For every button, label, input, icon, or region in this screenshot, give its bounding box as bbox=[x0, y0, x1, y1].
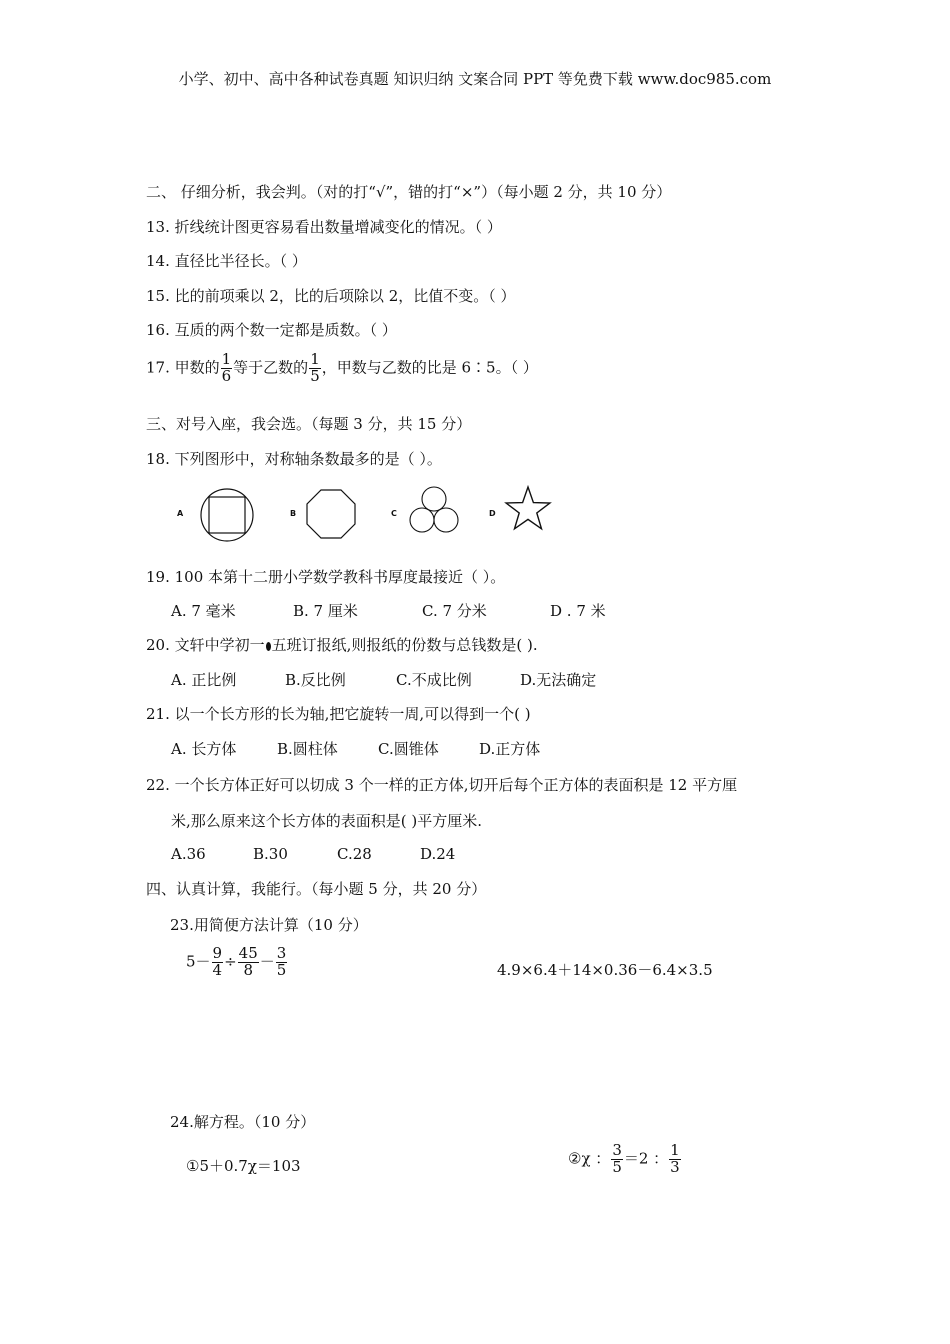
figure-label-d: D bbox=[489, 509, 496, 518]
fraction-one-sixth: $\frac{1}{6}$ bbox=[221, 350, 232, 385]
q19-option-d: D . 7 米 bbox=[550, 602, 606, 620]
question-13: 13. 折线统计图更容易看出数量增减变化的情况。（ ） bbox=[146, 218, 502, 236]
question-23-title: 23.用简便方法计算（10 分） bbox=[170, 916, 368, 934]
question-24-title: 24.解方程。（10 分） bbox=[170, 1113, 316, 1131]
q23-expression-2: 4.9×6.4＋14×0.36－6.4×3.5 bbox=[497, 961, 713, 979]
q23-expression-1: 5－ $\frac{9}{4}$ ÷ $\frac{45}{8}$ － $\frac{3}{5}$ bbox=[186, 944, 287, 979]
q19-option-a: A. 7 毫米 bbox=[171, 602, 236, 620]
q21-option-a: A. 长方体 bbox=[171, 740, 237, 758]
q22-option-a: A.36 bbox=[171, 845, 206, 863]
q22-option-c: C.28 bbox=[337, 845, 372, 863]
q17-prefix: 17. 甲数的 bbox=[146, 358, 220, 377]
ink-dot-mark bbox=[266, 642, 271, 651]
question-22-line-2: 米,那么原来这个长方体的表面积是( )平方厘米. bbox=[171, 812, 483, 830]
q20-option-c: C.不成比例 bbox=[396, 671, 472, 689]
section-2-title: 二、 仔细分析，我会判。（对的打“√”，错的打“×”）（每小题 2 分，共 10 分） bbox=[146, 183, 672, 201]
q21-option-b: B.圆柱体 bbox=[277, 740, 338, 758]
q20-option-d: D.无法确定 bbox=[520, 671, 597, 689]
q20-option-a: A. 正比例 bbox=[171, 671, 237, 689]
circle-with-square-figure bbox=[198, 486, 256, 544]
octagon-figure bbox=[304, 487, 358, 541]
q17-suffix: ，甲数与乙数的比是 6∶5。（ ） bbox=[321, 358, 538, 377]
q24-equation-1: ①5＋0.7χ＝103 bbox=[186, 1157, 301, 1175]
question-15: 15. 比的前项乘以 2，比的后项除以 2，比值不变。（ ） bbox=[146, 287, 516, 305]
section-3-title: 三、对号入座，我会选。（每题 3 分，共 15 分） bbox=[146, 415, 472, 433]
question-14: 14. 直径比半径长。（ ） bbox=[146, 252, 307, 270]
fraction-one-fifth: $\frac{1}{5}$ bbox=[310, 350, 320, 385]
q21-option-c: C.圆锥体 bbox=[378, 740, 439, 758]
question-17 bbox=[146, 352, 538, 385]
q20-part-a: 20. 文轩中学初一 bbox=[146, 636, 265, 654]
figure-label-b: B bbox=[290, 509, 297, 518]
section-4-title: 四、认真计算，我能行。（每小题 5 分，共 20 分） bbox=[146, 880, 487, 898]
question-20 bbox=[146, 634, 538, 655]
question-21: 21. 以一个长方形的长为轴,把它旋转一周,可以得到一个( ) bbox=[146, 705, 531, 723]
q19-option-c: C. 7 分米 bbox=[422, 602, 487, 620]
q20-part-b: 五班订报纸,则报纸的份数与总钱数是( ). bbox=[271, 636, 538, 654]
q21-option-d: D.正方体 bbox=[479, 740, 541, 758]
figure-label-c: C bbox=[391, 509, 397, 518]
three-circles-figure bbox=[403, 484, 463, 536]
q19-option-b: B. 7 厘米 bbox=[293, 602, 358, 620]
q22-option-d: D.24 bbox=[420, 845, 456, 863]
star-figure bbox=[503, 484, 553, 532]
q20-option-b: B.反比例 bbox=[285, 671, 346, 689]
question-16: 16. 互质的两个数一定都是质数。（ ） bbox=[146, 321, 397, 339]
q17-mid: 等于乙数的 bbox=[233, 358, 309, 377]
q22-option-b: B.30 bbox=[253, 845, 288, 863]
question-19: 19. 100 本第十二册小学数学教科书厚度最接近（ ）。 bbox=[146, 568, 506, 586]
figure-label-a: A bbox=[177, 509, 184, 518]
question-18: 18. 下列图形中，对称轴条数最多的是（ ）。 bbox=[146, 450, 442, 468]
page-header: 小学、初中、高中各种试卷真题 知识归纳 文案合同 PPT 等免费下载 www.doc985.com bbox=[178, 70, 772, 88]
question-22-line-1: 22. 一个长方体正好可以切成 3 个一样的正方体,切开后每个正方体的表面积是 12 平方厘 bbox=[146, 776, 738, 794]
q24-equation-2: ②χ ： $\frac{3}{5}$ ＝2 ： $\frac{1}{3}$ bbox=[568, 1141, 680, 1176]
